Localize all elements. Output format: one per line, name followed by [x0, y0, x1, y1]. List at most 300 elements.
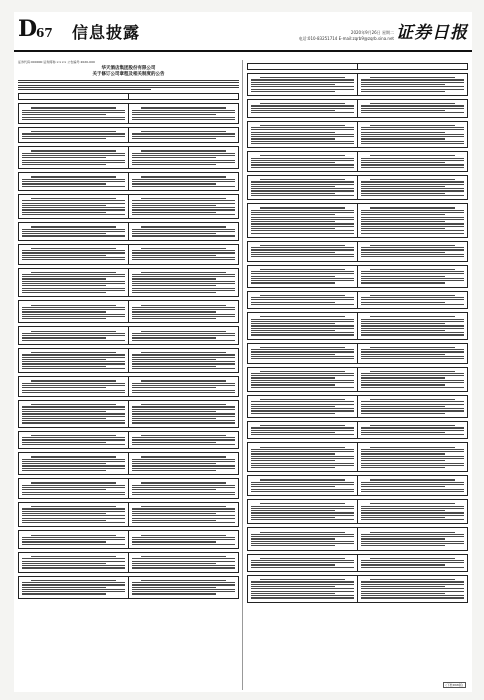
text-line — [22, 589, 125, 590]
text-line — [22, 409, 125, 410]
text-line — [22, 117, 125, 118]
text-line — [361, 591, 464, 592]
text-line — [361, 276, 445, 277]
text-line — [370, 347, 454, 348]
text-line — [361, 406, 445, 407]
text-line — [22, 314, 125, 315]
text-line — [260, 447, 344, 448]
text-line — [361, 545, 445, 546]
text-line — [132, 354, 235, 355]
text-line — [22, 340, 125, 341]
text-line — [22, 209, 125, 210]
text-line — [361, 112, 464, 113]
text-line — [260, 245, 344, 246]
column-divider — [242, 60, 243, 690]
text-line — [361, 334, 464, 335]
text-line — [132, 311, 216, 312]
text-line — [22, 214, 125, 215]
table-cell — [128, 503, 238, 526]
table-cell — [128, 301, 238, 322]
text-line — [251, 380, 354, 381]
text-line — [132, 584, 235, 585]
text-line — [251, 219, 354, 220]
text-line — [22, 387, 106, 388]
text-line — [22, 307, 125, 308]
text-line — [251, 377, 335, 378]
text-line — [361, 319, 464, 320]
text-line — [370, 558, 454, 559]
text-line — [22, 110, 125, 111]
text-line — [361, 138, 445, 139]
table-block — [247, 312, 468, 340]
text-line — [251, 330, 335, 331]
text-line — [251, 233, 354, 234]
text-line — [22, 231, 125, 232]
text-line — [132, 114, 216, 115]
text-line — [370, 447, 454, 448]
text-line — [251, 581, 354, 582]
text-line — [18, 87, 239, 88]
table-cell — [128, 245, 238, 264]
table-block — [247, 367, 468, 392]
text-line — [251, 278, 354, 279]
text-line — [361, 228, 445, 229]
table-cell — [248, 176, 357, 199]
text-line — [361, 597, 464, 598]
table-cell — [128, 531, 238, 548]
text-line — [251, 214, 335, 215]
text-line — [260, 347, 344, 348]
text-line — [132, 274, 235, 275]
text-line — [361, 373, 464, 374]
text-line — [251, 323, 335, 324]
text-line — [22, 518, 125, 519]
text-line — [22, 155, 125, 156]
text-line — [132, 487, 235, 488]
text-line — [132, 442, 216, 443]
text-line — [251, 105, 354, 106]
text-line — [251, 84, 335, 85]
text-line — [132, 292, 216, 293]
text-line — [132, 212, 216, 213]
text-line — [251, 406, 335, 407]
text-line — [251, 210, 354, 211]
text-line — [251, 184, 354, 185]
text-line — [251, 451, 354, 452]
text-line — [132, 112, 235, 113]
text-line — [132, 444, 235, 445]
table-cell — [128, 327, 238, 344]
text-line — [22, 591, 125, 592]
text-line — [132, 252, 235, 253]
text-line — [31, 456, 115, 457]
text-line — [251, 593, 335, 594]
text-line — [22, 567, 125, 568]
text-line — [251, 489, 354, 490]
text-line — [22, 179, 125, 180]
text-line — [260, 269, 344, 270]
table-cell — [248, 122, 357, 148]
text-line — [132, 314, 235, 315]
text-line — [251, 319, 354, 320]
text-line — [132, 233, 216, 234]
text-line — [251, 545, 335, 546]
text-line — [251, 506, 354, 507]
table-cell — [128, 432, 238, 449]
text-line — [132, 276, 235, 277]
text-line — [370, 103, 454, 104]
text-line — [361, 136, 464, 137]
text-line — [132, 255, 216, 256]
text-line — [132, 153, 235, 154]
text-line — [31, 131, 115, 132]
text-line — [31, 482, 115, 483]
text-line — [22, 335, 125, 336]
table-block — [247, 554, 468, 573]
text-line — [361, 162, 445, 163]
text-line — [132, 235, 235, 236]
text-line — [132, 164, 216, 165]
left-column — [18, 60, 239, 690]
table-cell — [19, 223, 128, 240]
text-line — [251, 129, 354, 130]
text-line — [22, 153, 125, 154]
text-line — [132, 563, 216, 564]
text-line — [361, 186, 445, 187]
text-line — [251, 186, 335, 187]
text-line — [251, 299, 354, 300]
text-line — [18, 89, 151, 90]
text-line — [141, 107, 225, 108]
text-line — [361, 223, 464, 224]
text-line — [22, 119, 125, 120]
text-line — [251, 512, 354, 513]
text-line — [251, 482, 354, 483]
table-header-cell — [357, 64, 467, 69]
text-line — [132, 200, 235, 201]
text-line — [361, 127, 464, 128]
text-line — [361, 214, 445, 215]
table-cell — [357, 152, 467, 171]
text-line — [361, 282, 445, 283]
text-line — [31, 176, 115, 177]
table-block — [18, 300, 239, 323]
text-line — [251, 588, 354, 589]
text-line — [132, 413, 235, 414]
text-line — [251, 273, 354, 274]
text-line — [361, 584, 464, 585]
text-line — [251, 356, 354, 357]
text-line — [251, 195, 354, 196]
text-line — [132, 418, 216, 419]
text-line — [251, 158, 354, 159]
text-line — [251, 543, 354, 544]
table-cell — [128, 453, 238, 474]
text-line — [251, 584, 354, 585]
text-line — [18, 82, 239, 83]
table-header-cell — [248, 64, 357, 69]
text-line — [22, 359, 106, 360]
text-line — [132, 250, 235, 251]
text-line — [22, 511, 125, 512]
table-block — [18, 222, 239, 241]
text-line — [361, 562, 464, 563]
table-block — [247, 343, 468, 364]
text-line — [361, 226, 464, 227]
text-line — [251, 228, 335, 229]
text-line — [132, 558, 235, 559]
text-line — [132, 259, 235, 260]
text-line — [361, 332, 464, 333]
text-line — [22, 333, 125, 334]
text-line — [132, 561, 235, 562]
text-line — [132, 539, 235, 540]
text-line — [251, 321, 354, 322]
text-line — [361, 512, 464, 513]
text-line — [251, 519, 354, 520]
text-line — [251, 515, 354, 516]
table-cell — [19, 503, 128, 526]
text-line — [132, 409, 235, 410]
company-name: 华天酒店集团股份有限公司 — [101, 66, 156, 71]
text-line — [251, 160, 354, 161]
table-block — [247, 203, 468, 237]
announcement-codes: 证券代码:000000 证券简称:×××× 公告编号:2020-000 — [18, 60, 95, 64]
text-line — [132, 511, 235, 512]
text-line — [251, 212, 354, 213]
text-line — [260, 532, 344, 533]
text-line — [132, 285, 216, 286]
table-block — [247, 575, 468, 603]
text-line — [361, 219, 464, 220]
text-line — [251, 276, 335, 277]
text-line — [361, 581, 464, 582]
text-line — [361, 427, 464, 428]
text-line — [22, 522, 125, 523]
table-block — [18, 146, 239, 169]
text-line — [251, 404, 354, 405]
text-line — [141, 226, 225, 227]
text-line — [370, 295, 454, 296]
text-line — [370, 479, 454, 480]
table-cell — [128, 147, 238, 168]
text-line — [132, 463, 216, 464]
text-line — [22, 541, 106, 542]
table-cell — [128, 577, 238, 598]
text-line — [132, 390, 235, 391]
left-column-body — [18, 80, 239, 599]
text-line — [361, 325, 464, 326]
table-block — [18, 103, 239, 124]
text-line — [251, 430, 354, 431]
table-cell — [357, 576, 467, 602]
text-line — [361, 384, 445, 385]
text-line — [132, 119, 235, 120]
text-line — [22, 274, 125, 275]
table-block — [18, 431, 239, 450]
text-line — [132, 363, 235, 364]
text-line — [251, 188, 354, 189]
text-line — [132, 110, 235, 111]
text-line — [132, 368, 235, 369]
text-line — [370, 77, 454, 78]
text-line — [22, 390, 125, 391]
table-block — [18, 326, 239, 345]
text-line — [251, 564, 335, 565]
text-line — [260, 155, 344, 156]
text-line — [132, 565, 235, 566]
text-line — [141, 404, 225, 405]
text-line — [260, 479, 344, 480]
text-line — [361, 82, 464, 83]
text-line — [251, 410, 354, 411]
text-line — [361, 413, 445, 414]
text-line — [361, 195, 464, 196]
text-line — [251, 384, 335, 385]
table-header-cell — [19, 94, 128, 99]
text-line — [22, 584, 125, 585]
text-line — [361, 536, 464, 537]
text-line — [132, 465, 235, 466]
text-line — [22, 181, 125, 182]
text-line — [22, 160, 125, 161]
table-block — [18, 268, 239, 298]
table-cell — [19, 401, 128, 427]
text-line — [251, 465, 354, 466]
text-line — [361, 515, 464, 516]
text-line — [22, 212, 106, 213]
text-line — [361, 387, 464, 388]
text-line — [22, 235, 125, 236]
table-cell — [19, 147, 128, 168]
text-line — [132, 257, 235, 258]
text-line — [361, 354, 445, 355]
table-cell — [128, 349, 238, 372]
text-line — [22, 276, 125, 277]
text-line — [251, 247, 354, 248]
text-line — [361, 382, 464, 383]
table-block — [18, 400, 239, 428]
table-cell — [357, 204, 467, 236]
text-line — [132, 357, 235, 358]
text-line — [132, 489, 216, 490]
newspaper-logo: 证券日报 — [396, 23, 468, 43]
text-line — [260, 425, 344, 426]
table-cell — [128, 377, 238, 396]
text-line — [132, 461, 235, 462]
text-line — [22, 411, 106, 412]
text-line — [31, 435, 115, 436]
text-line — [31, 331, 115, 332]
text-line — [361, 408, 464, 409]
table-cell — [19, 269, 128, 297]
text-line — [251, 354, 335, 355]
text-line — [251, 254, 354, 255]
text-line — [22, 485, 125, 486]
text-line — [31, 535, 115, 536]
text-line — [132, 117, 235, 118]
right-column-body — [247, 63, 468, 603]
text-line — [132, 520, 216, 521]
table-block — [247, 291, 468, 310]
text-line — [22, 470, 106, 471]
text-line — [361, 349, 464, 350]
table-cell — [19, 553, 128, 572]
text-line — [132, 515, 235, 516]
text-line — [251, 349, 354, 350]
text-line — [132, 366, 216, 367]
table-cell — [357, 528, 467, 549]
text-line — [361, 160, 464, 161]
text-line — [361, 89, 464, 90]
contact-line: 电话:010-83251714 E-mail:zqrb9@zqrb.sina.net — [298, 36, 394, 41]
table-cell — [248, 555, 357, 572]
text-line — [361, 210, 464, 211]
text-line — [251, 193, 335, 194]
text-line — [361, 564, 445, 565]
table-cell — [248, 396, 357, 417]
text-line — [361, 453, 445, 454]
text-line — [141, 506, 225, 507]
text-line — [361, 79, 464, 80]
text-line — [251, 373, 354, 374]
text-line — [260, 371, 344, 372]
text-line — [361, 129, 464, 130]
text-line — [132, 420, 235, 421]
table-cell — [357, 500, 467, 523]
text-line — [22, 288, 125, 289]
text-line — [22, 420, 125, 421]
table-block — [18, 478, 239, 499]
text-line — [361, 297, 464, 298]
table-cell — [357, 100, 467, 117]
text-line — [361, 432, 445, 433]
text-line — [22, 422, 125, 423]
text-line — [22, 337, 106, 338]
text-line — [132, 181, 235, 182]
text-line — [251, 510, 335, 511]
text-line — [141, 305, 225, 306]
text-line — [260, 295, 344, 296]
text-line — [251, 110, 335, 111]
text-line — [22, 366, 106, 367]
text-line — [31, 198, 115, 199]
text-line — [22, 281, 125, 282]
table-cell — [248, 313, 357, 339]
table-cell — [357, 74, 467, 95]
text-line — [22, 285, 106, 286]
text-line — [22, 233, 106, 234]
text-line — [132, 492, 235, 493]
table-cell — [19, 377, 128, 396]
text-line — [361, 84, 445, 85]
text-line — [251, 230, 354, 231]
text-line — [361, 280, 464, 281]
text-line — [251, 82, 354, 83]
table-block — [247, 395, 468, 418]
table-block — [18, 127, 239, 143]
text-line — [260, 579, 344, 580]
text-line — [361, 193, 445, 194]
text-line — [132, 307, 235, 308]
table-cell — [248, 422, 357, 439]
text-line — [361, 110, 445, 111]
text-line — [361, 430, 464, 431]
text-line — [22, 492, 125, 493]
text-line — [251, 302, 335, 303]
text-line — [132, 207, 235, 208]
text-line — [132, 406, 235, 407]
